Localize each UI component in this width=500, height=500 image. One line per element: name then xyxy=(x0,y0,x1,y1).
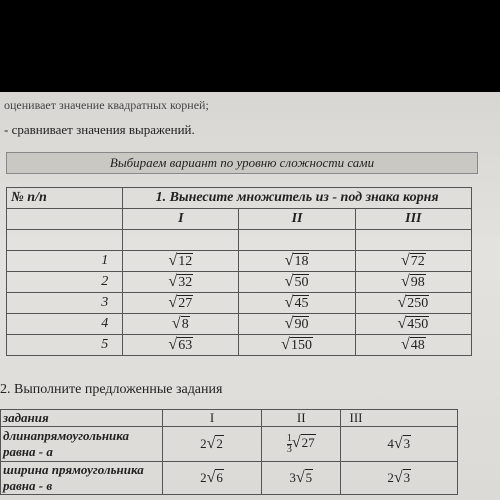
col-i-header: I xyxy=(123,209,239,230)
radical-cell: √250 xyxy=(355,293,471,314)
col-iii-header: III xyxy=(355,209,471,230)
worksheet-page xyxy=(0,92,500,500)
task2-table xyxy=(0,409,458,495)
radical-cell: √450 xyxy=(355,314,471,335)
difficulty-banner: Выбираем вариант по уровню сложности сами xyxy=(6,152,478,174)
task2-row-width xyxy=(1,462,458,495)
radical-cell: √8 xyxy=(123,314,239,335)
row-number: 5 xyxy=(7,335,123,356)
col-ii-header: II xyxy=(239,209,355,230)
radical-cell: √50 xyxy=(239,272,355,293)
radical-cell: √32 xyxy=(123,272,239,293)
task2-row-length xyxy=(1,427,458,462)
length-ii: $\frac{1}{3}√27$ xyxy=(261,427,341,462)
length-iii: 4√3 xyxy=(341,427,458,462)
header-line-1: - сравнивает значения выражений. xyxy=(4,122,195,137)
task1-row xyxy=(7,272,472,293)
width-iii: 2√3 xyxy=(341,462,458,495)
radical-cell: √18 xyxy=(239,251,355,272)
task2-col-iii: III xyxy=(341,410,458,427)
task1-row xyxy=(7,335,472,356)
width-label-b: равна - в xyxy=(3,478,53,493)
header-line-0: оценивает значение квадратных корней; xyxy=(4,98,209,112)
task1-table xyxy=(6,187,472,356)
width-ii: 3√5 xyxy=(261,462,341,495)
task2-title: 2. Выполните предложенные задания xyxy=(0,382,223,397)
length-i: 2√2 xyxy=(163,427,262,462)
width-label-a: ширина прямоугольника xyxy=(3,462,144,477)
radical-cell: √72 xyxy=(355,251,471,272)
length-label-a: длинапрямоугольника xyxy=(3,428,130,443)
task2-col-label: задания xyxy=(1,410,163,427)
radical-cell: √12 xyxy=(123,251,239,272)
task1-row xyxy=(7,314,472,335)
task1-row xyxy=(7,251,472,272)
radical-cell: √150 xyxy=(239,335,355,356)
radical-cell: √48 xyxy=(355,335,471,356)
task1-row xyxy=(7,293,472,314)
row-number: 1 xyxy=(7,251,123,272)
task1-title: 1. Вынесите множитель из - под знака корня xyxy=(123,188,472,209)
row-number: 3 xyxy=(7,293,123,314)
radical-cell: √45 xyxy=(239,293,355,314)
radical-cell: √27 xyxy=(123,293,239,314)
task2-col-ii: II xyxy=(261,410,341,427)
radical-cell: √90 xyxy=(239,314,355,335)
row-number: 4 xyxy=(7,314,123,335)
radical-cell: √98 xyxy=(355,272,471,293)
radical-cell: √63 xyxy=(123,335,239,356)
width-i: 2√6 xyxy=(163,462,262,495)
col-num-header: № п/п xyxy=(7,188,123,209)
row-number: 2 xyxy=(7,272,123,293)
task2-col-i: I xyxy=(163,410,262,427)
length-label-b: равна - а xyxy=(3,444,53,459)
